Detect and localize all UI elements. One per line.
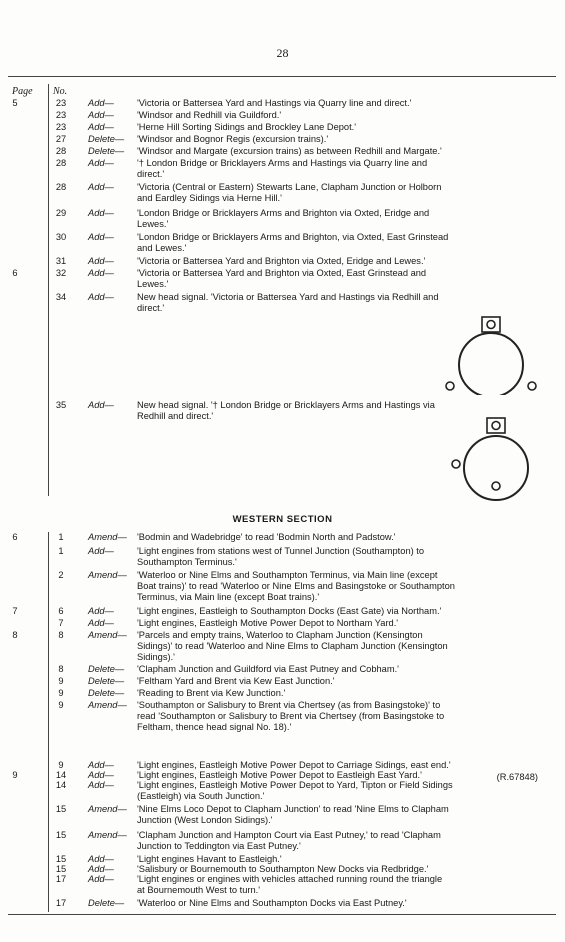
header-page: Page <box>12 86 33 97</box>
entry-text-line: read 'Southampton or Salisbury to Brent via Chertsey (from Basingstoke to <box>137 711 445 721</box>
entry-text-line: and Lewes.' <box>137 243 187 253</box>
entry-text <box>137 146 545 157</box>
entry-text <box>137 292 545 314</box>
entry-action: Add— <box>88 292 114 302</box>
entry-action: Add— <box>88 770 114 780</box>
entry-number: 23 <box>55 122 67 132</box>
entry-action: Add— <box>88 208 114 218</box>
entry-text <box>137 898 545 909</box>
entry-number: 17 <box>55 874 67 884</box>
entry-text <box>137 830 545 852</box>
entry-text-line: 'Salisbury or Bournemouth to Southampton New Docks via Redbridge.' <box>137 864 429 874</box>
entry-text-line: 'Windsor and Bognor Regis (excursion trains).' <box>137 134 329 144</box>
top-rule <box>8 76 556 77</box>
entry-action: Amend— <box>88 700 127 710</box>
entry-action: Add— <box>88 98 114 108</box>
head-signal-35-diagram <box>448 414 538 504</box>
entry-text-line: 'Bodmin and Wadebridge' to read 'Bodmin North and Padstow.' <box>137 532 396 542</box>
entry-number: 31 <box>55 256 67 266</box>
entry-action: Add— <box>88 158 114 168</box>
entry-text-line: 'London Bridge or Bricklayers Arms and Brighton, via Oxted, East Grinstead <box>137 232 449 242</box>
entry-action: Delete— <box>88 664 125 674</box>
entry-text <box>137 110 545 121</box>
entry-text-line: 'Waterloo or Nine Elms and Southampton Docks via East Putney.' <box>137 898 407 908</box>
entry-number: 34 <box>55 292 67 302</box>
entry-text <box>137 874 545 896</box>
entry-number: 8 <box>58 630 64 640</box>
entry-number: 8 <box>58 664 64 674</box>
entry-text-line: 'Waterloo or Nine Elms and Southampton Terminus, via Main line (except <box>137 570 438 580</box>
entry-text-line: Boat trains)' to read 'Waterloo or Nine Elms and Basingstoke or Southampton <box>137 581 455 591</box>
entry-text <box>137 570 545 603</box>
entry-number: 14 <box>55 770 67 780</box>
entry-text-line: and Eardley Sidings via Herne Hill.' <box>137 193 282 203</box>
entry-number: 14 <box>55 780 67 790</box>
entry-number: 2 <box>58 570 64 580</box>
entry-action: Delete— <box>88 146 125 156</box>
entry-action: Amend— <box>88 804 127 814</box>
entry-text-line: 'Light engines or engines with vehicles attached running round the triangle <box>137 874 443 884</box>
entry-action: Add— <box>88 780 114 790</box>
entry-text-line: 'Victoria or Battersea Yard and Brighton via Oxted, East Grinstead and <box>137 268 427 278</box>
entry-text <box>137 122 545 133</box>
entry-action: Add— <box>88 110 114 120</box>
entry-action: Add— <box>88 618 114 628</box>
entry-text <box>137 606 545 617</box>
entry-action: Add— <box>88 874 114 884</box>
entry-text <box>137 182 545 204</box>
entry-text-line: at Bournemouth West to turn.' <box>137 885 261 895</box>
entry-text-line: 'Light engines, Eastleigh Motive Power Depot to Yard, Tipton or Field Sidings <box>137 780 453 790</box>
entry-number: 23 <box>55 98 67 108</box>
entry-text-line: Lewes.' <box>137 219 169 229</box>
section-title: WESTERN SECTION <box>232 514 333 525</box>
entry-text-line: Feltham, thence head signal No. 18).' <box>137 722 292 732</box>
entry-text-line: 'London Bridge or Bricklayers Arms and Brighton via Oxted, Eridge and <box>137 208 430 218</box>
entry-text-line: Southampton Terminus.' <box>137 557 237 567</box>
entry-action: Amend— <box>88 630 127 640</box>
entry-action: Add— <box>88 546 114 556</box>
entry-action: Add— <box>88 122 114 132</box>
entry-text-line: 'Windsor and Redhill via Guildford.' <box>137 110 282 120</box>
entry-text <box>137 268 545 290</box>
entry-text-line: 'Light engines from stations west of Tunnel Junction (Southampton) to <box>137 546 425 556</box>
entry-text-line: 'Nine Elms Loco Depot to Clapham Junction' to read 'Nine Elms to Clapham <box>137 804 449 814</box>
entry-number: 15 <box>55 830 67 840</box>
entry-text <box>137 804 545 826</box>
entry-text <box>137 232 545 254</box>
entry-action: Delete— <box>88 134 125 144</box>
entry-number: 30 <box>55 232 67 242</box>
entry-page: 7 <box>12 606 18 616</box>
entry-text-line: 'Light engines, Eastleigh Motive Power Depot to Eastleigh East Yard.' <box>137 770 422 780</box>
column-divider-top <box>48 84 49 496</box>
entry-text <box>137 546 545 568</box>
entry-number: 9 <box>58 700 64 710</box>
entry-text-line: 'Clapham Junction and Hampton Court via East Putney,' to read 'Clapham <box>137 830 441 840</box>
entry-action: Delete— <box>88 898 125 908</box>
entry-text <box>137 688 545 699</box>
entry-text-line: 'Victoria (Central or Eastern) Stewarts Lane, Clapham Junction or Holborn <box>137 182 442 192</box>
entry-text-line: 'Southampton or Salisbury to Brent via Chertsey (as from Basingstoke)' to <box>137 700 441 710</box>
reference-code: (R.67848) <box>496 772 538 782</box>
entry-number: 28 <box>55 158 67 168</box>
entry-text-line: 'Light engines, Eastleigh Motive Power Depot to Carriage Sidings, east end.' <box>137 760 451 770</box>
entry-text-line: 'Parcels and empty trains, Waterloo to Clapham Junction (Kensington <box>137 630 423 640</box>
entry-page: 6 <box>12 268 18 278</box>
entry-action: Add— <box>88 232 114 242</box>
entry-text <box>137 98 545 109</box>
entry-action: Add— <box>88 606 114 616</box>
entry-text-line: 'Reading to Brent via Kew Junction.' <box>137 688 286 698</box>
entry-text-line: 'Windsor and Margate (excursion trains) as between Redhill and Margate.' <box>137 146 442 156</box>
entry-number: 15 <box>55 804 67 814</box>
column-divider-western <box>48 532 49 912</box>
entry-number: 28 <box>55 146 67 156</box>
entry-action: Add— <box>88 400 114 410</box>
entry-text-line: Junction (West London Sidings).' <box>137 815 273 825</box>
entry-text-line: direct.' <box>137 169 165 179</box>
entry-text <box>137 676 545 687</box>
entry-text-line: 'Clapham Junction and Guildford via East Putney and Cobham.' <box>137 664 399 674</box>
entry-action: Amend— <box>88 532 127 542</box>
entry-action: Amend— <box>88 830 127 840</box>
header-no: No. <box>53 86 68 97</box>
entry-text-line: Lewes.' <box>137 279 169 289</box>
entry-text <box>137 256 545 267</box>
entry-action: Add— <box>88 760 114 770</box>
entry-action: Add— <box>88 854 114 864</box>
entry-page: 8 <box>12 630 18 640</box>
entry-text <box>137 700 545 733</box>
entry-text-line: '† London Bridge or Bricklayers Arms and Hastings via Quarry line and <box>137 158 428 168</box>
entry-text <box>137 780 545 802</box>
entry-text-line: New head signal. '† London Bridge or Bricklayers Arms and Hastings via <box>137 400 435 410</box>
entry-text-line: 'Feltham Yard and Brent via Kew East Junction.' <box>137 676 335 686</box>
entry-text <box>137 664 545 675</box>
entry-page: 6 <box>12 532 18 542</box>
entry-action: Add— <box>88 268 114 278</box>
entry-number: 7 <box>58 618 64 628</box>
entry-action: Amend— <box>88 570 127 580</box>
entry-text-line: Sidings).' <box>137 652 175 662</box>
entry-page: 9 <box>12 770 18 780</box>
entry-text-line: (Eastleigh) via South Junction.' <box>137 791 265 801</box>
entry-text <box>137 630 545 663</box>
entry-number: 29 <box>55 208 67 218</box>
entry-page: 5 <box>12 98 18 108</box>
entry-number: 35 <box>55 400 67 410</box>
entry-text-line: 'Light engines Havant to Eastleigh.' <box>137 854 282 864</box>
entry-number: 1 <box>58 546 64 556</box>
entry-number: 15 <box>55 864 67 874</box>
entry-action: Delete— <box>88 688 125 698</box>
entry-number: 9 <box>58 760 64 770</box>
entry-text-line: direct.' <box>137 303 165 313</box>
entry-text-line: Sidings)' to read 'Waterloo and Nine Elms to Clapham Junction (Kensington <box>137 641 448 651</box>
entry-text-line: Junction to Teddington via East Putney.' <box>137 841 301 851</box>
bottom-rule <box>8 914 556 915</box>
entry-text <box>137 134 545 145</box>
entry-action: Add— <box>88 182 114 192</box>
entry-number: 27 <box>55 134 67 144</box>
entry-text-line: 'Light engines, Eastleigh Motive Power Depot to Northam Yard.' <box>137 618 399 628</box>
entry-number: 9 <box>58 688 64 698</box>
entry-text-line: Terminus, via Main line (except Boat trains).' <box>137 592 320 602</box>
entry-number: 17 <box>55 898 67 908</box>
entry-number: 1 <box>58 532 64 542</box>
entry-text-line: 'Victoria or Battersea Yard and Brighton via Oxted, Eridge and Lewes.' <box>137 256 426 266</box>
entry-number: 9 <box>58 676 64 686</box>
entry-text <box>137 158 545 180</box>
head-signal-34-diagram <box>440 313 550 395</box>
entry-text-line: 'Herne Hill Sorting Sidings and Brockley Lane Depot.' <box>137 122 357 132</box>
entry-text <box>137 208 545 230</box>
entry-text-line: 'Light engines, Eastleigh to Southampton Docks (East Gate) via Northam.' <box>137 606 442 616</box>
entry-number: 23 <box>55 110 67 120</box>
entry-text-line: New head signal. 'Victoria or Battersea Yard and Hastings via Redhill and <box>137 292 439 302</box>
entry-text <box>137 532 545 543</box>
entry-number: 15 <box>55 854 67 864</box>
entry-text-line: 'Victoria or Battersea Yard and Hastings via Quarry line and direct.' <box>137 98 412 108</box>
entry-number: 6 <box>58 606 64 616</box>
entry-action: Add— <box>88 864 114 874</box>
entry-text <box>137 618 545 629</box>
page-number: 28 <box>276 46 289 60</box>
entry-number: 32 <box>55 268 67 278</box>
entry-text-line: Redhill and direct.' <box>137 411 214 421</box>
entry-number: 28 <box>55 182 67 192</box>
entry-action: Add— <box>88 256 114 266</box>
entry-action: Delete— <box>88 676 125 686</box>
